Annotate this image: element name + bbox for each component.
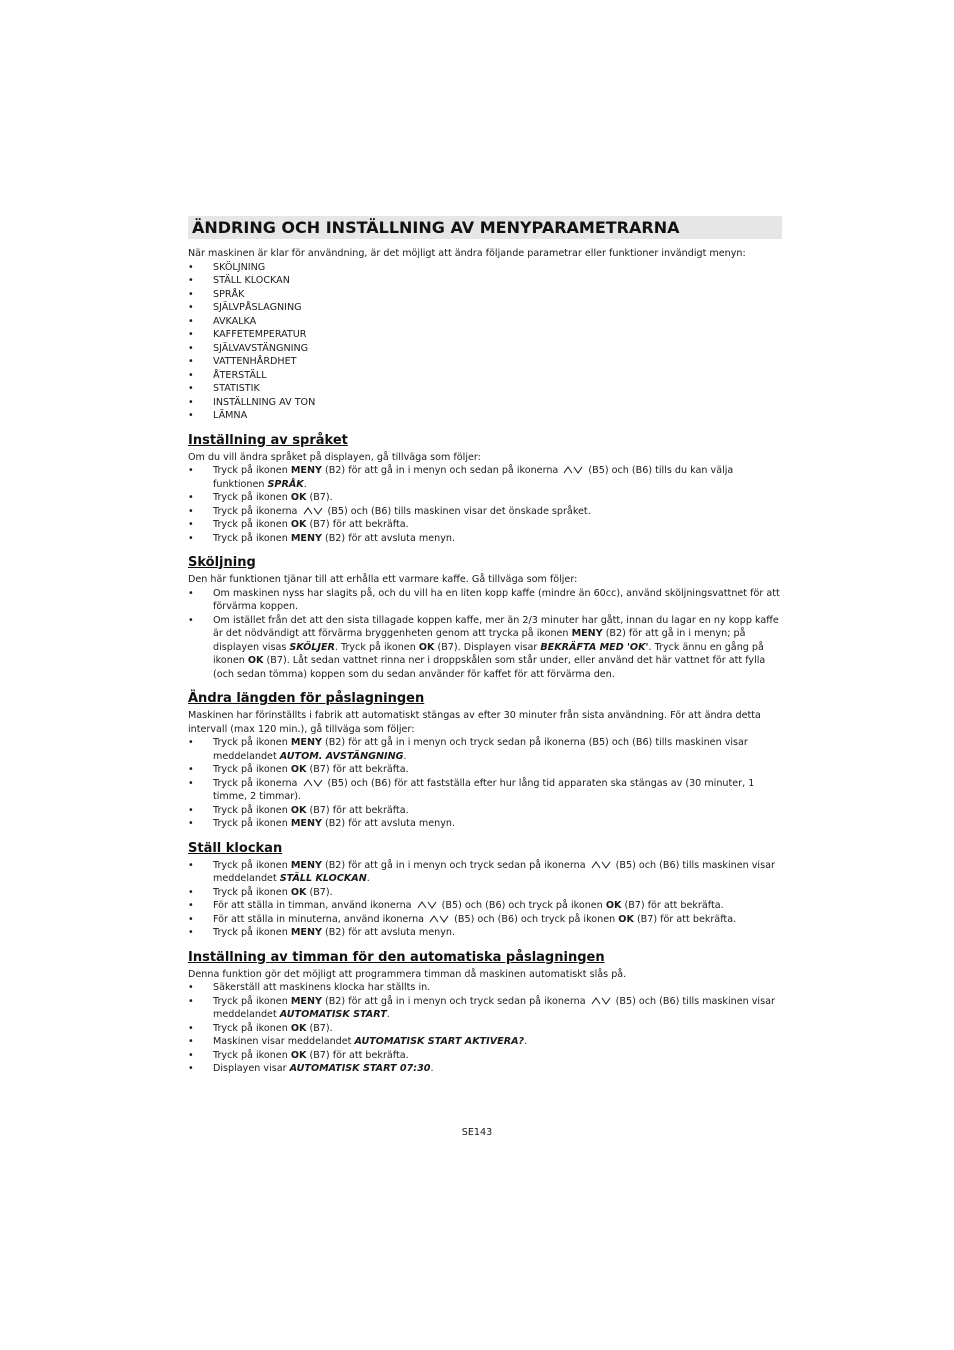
instruction-step bbox=[188, 777, 782, 804]
section-heading: Inställning av språket bbox=[188, 432, 348, 448]
step-text: Tryck på ikonen bbox=[213, 465, 291, 476]
instruction-step bbox=[188, 886, 782, 900]
emphasis-text: STÄLL KLOCKAN bbox=[279, 873, 367, 884]
instruction-step bbox=[188, 587, 782, 614]
step-text: (B2) för att avsluta menyn. bbox=[321, 818, 456, 829]
emphasis-text: MENY bbox=[290, 532, 322, 544]
up-down-arrows-icon bbox=[429, 915, 449, 923]
section-intro: Denna funktion gör det möjligt att programmera timman då maskinen automatiskt slås på. bbox=[188, 968, 627, 980]
section-intro: Maskinen har förinställts i fabrik att automatiskt stängas av efter 30 minuter från sista användning. För att ändra detta intervall (max 120 min.), gå tillväga som följer: bbox=[188, 710, 761, 735]
emphasis-text: OK bbox=[618, 913, 634, 925]
instruction-step bbox=[188, 464, 782, 491]
step-text: (B2) för att gå in i menyn; på displayen visas bbox=[213, 628, 746, 653]
step-text: . Tryck ännu en gång på ikonen bbox=[213, 641, 764, 666]
step-text: (B7). bbox=[306, 492, 333, 503]
step-text: (B5) och (B6) tills du kan välja funktionen bbox=[213, 465, 734, 490]
emphasis-text: OK bbox=[247, 655, 264, 666]
step-text: . bbox=[386, 1009, 390, 1020]
instruction-step bbox=[188, 532, 782, 546]
section-intro: Om du vill ändra språket på displayen, gå tillväga som följer: bbox=[188, 451, 481, 463]
step-text: Tryck på ikonen bbox=[213, 859, 291, 871]
emphasis-text: MENY bbox=[290, 737, 322, 748]
emphasis-text: BEKRÄFTA MED 'OK' bbox=[540, 641, 649, 653]
instruction-step bbox=[188, 1049, 782, 1063]
step-text: Tryck på ikonen bbox=[213, 886, 291, 898]
emphasis-text: MENY bbox=[290, 465, 322, 476]
step-text: (B2) för att avsluta menyn. bbox=[321, 532, 456, 544]
step-text: (B5) och (B6) tills maskinen visar meddelandet bbox=[213, 995, 775, 1020]
step-text: (B7) för att bekräfta. bbox=[621, 900, 724, 911]
up-down-arrows-icon bbox=[417, 901, 437, 909]
step-text: . bbox=[303, 478, 307, 490]
menu-parameter-item: • VATTENHÅRDHET bbox=[188, 355, 782, 369]
menu-parameter-item: • ÅTERSTÄLL bbox=[188, 369, 782, 383]
instruction-step bbox=[188, 1035, 782, 1049]
step-text: . bbox=[403, 750, 407, 762]
menu-parameter-item: • AVKALKA bbox=[188, 315, 782, 329]
emphasis-text: AUTOM. AVSTÄNGNING bbox=[279, 750, 404, 762]
step-text: För att ställa in timman, använd ikonerna bbox=[213, 900, 415, 911]
emphasis-text: OK bbox=[418, 641, 435, 653]
step-text: Tryck på ikonen bbox=[213, 818, 291, 829]
step-text: Tryck på ikonen bbox=[213, 764, 291, 775]
emphasis-text: OK bbox=[290, 886, 307, 898]
section-heading: Inställning av timman för den automatiska påslagningen bbox=[188, 949, 605, 965]
section-heading: Sköljning bbox=[188, 555, 256, 570]
step-text: (B2) för att avsluta menyn. bbox=[321, 927, 456, 938]
emphasis-text: AUTOMATISK START AKTIVERA? bbox=[354, 1036, 525, 1047]
emphasis-text: OK bbox=[290, 519, 307, 530]
step-text: (B5) och (B6) och tryck på ikonen bbox=[438, 900, 606, 911]
section-intro: Den här funktionen tjänar till att erhålla ett varmare kaffe. Gå tillväga som följer: bbox=[188, 574, 578, 585]
intro-text: När maskinen är klar för användning, är det möjligt att ändra följande parametrar eller funktioner invändigt menyn: bbox=[188, 248, 746, 259]
instruction-list bbox=[188, 736, 782, 831]
step-text: (B7) för att bekräfta. bbox=[306, 804, 409, 816]
step-text: . bbox=[430, 1063, 434, 1074]
menu-parameter-item: • SJÄLVPÅSLAGNING bbox=[188, 301, 782, 315]
step-text: (B7) för att bekräfta. bbox=[306, 519, 409, 530]
sections bbox=[188, 432, 782, 1076]
instruction-step bbox=[188, 804, 782, 818]
instruction-step bbox=[188, 926, 782, 940]
instruction-step bbox=[188, 995, 782, 1022]
step-text: Tryck på ikonen bbox=[213, 804, 291, 816]
emphasis-text: OK bbox=[290, 764, 307, 775]
step-text: För att ställa in minuterna, använd ikonerna bbox=[213, 913, 428, 925]
instruction-step bbox=[188, 763, 782, 777]
step-text: Tryck på ikonerna bbox=[213, 777, 301, 789]
step-text: Tryck på ikonerna bbox=[213, 505, 301, 517]
step-text: Tryck på ikonen bbox=[213, 737, 291, 748]
step-text: Säkerställ att maskinens klocka har ställts in. bbox=[213, 982, 431, 993]
step-text: (B7). Displayen visar bbox=[434, 641, 541, 653]
step-text: (B2) för att gå in i menyn och tryck sedan på ikonerna bbox=[321, 859, 589, 871]
menu-parameter-item: • KAFFETEMPERATUR bbox=[188, 328, 782, 342]
emphasis-text: OK bbox=[290, 1022, 307, 1034]
step-text: Tryck på ikonen bbox=[213, 1049, 291, 1061]
menu-parameter-item: • SPRÅK bbox=[188, 288, 782, 302]
step-text: Displayen visar bbox=[213, 1063, 290, 1074]
step-text: Tryck på ikonen bbox=[213, 492, 291, 503]
step-text: (B7). bbox=[306, 1022, 333, 1034]
step-text: (B7). Låt sedan vattnet rinna ner i droppskålen som står under, eller använd det här vattnet för att fylla (och sedan tömma) koppen som du sedan använder för kaffet för att förvärma den. bbox=[213, 655, 766, 680]
step-text: Tryck på ikonen bbox=[213, 532, 291, 544]
instruction-step bbox=[188, 1022, 782, 1036]
section-heading: Ställ klockan bbox=[188, 840, 283, 856]
instruction-step bbox=[188, 736, 782, 763]
step-text: Maskinen visar meddelandet bbox=[213, 1036, 355, 1047]
menu-parameter-list bbox=[188, 261, 782, 423]
menu-parameter-item: • INSTÄLLNING AV TON bbox=[188, 396, 782, 410]
menu-parameter-item: • LÄMNA bbox=[188, 409, 782, 423]
step-text: (B5) och (B6) tills maskinen visar meddelandet bbox=[213, 859, 775, 884]
emphasis-text: OK bbox=[290, 1049, 307, 1061]
step-text: Om maskinen nyss har slagits på, och du vill ha en liten kopp kaffe (mindre än 60cc), använd sköljningsvattnet för att förvärma koppen. bbox=[213, 587, 780, 612]
instruction-step bbox=[188, 817, 782, 831]
step-text: . Tryck på ikonen bbox=[334, 641, 419, 653]
instruction-list bbox=[188, 587, 782, 682]
emphasis-text: MENY bbox=[290, 995, 322, 1007]
step-text: Tryck på ikonen bbox=[213, 1022, 291, 1034]
page-number: SE143 bbox=[461, 1127, 493, 1138]
emphasis-text: AUTOMATISK START 07:30 bbox=[289, 1063, 431, 1074]
step-text: (B5) och (B6) för att fastställa efter hur lång tid apparaten ska stängas av (30 minuter, 1 timme, 2 timmar). bbox=[213, 777, 755, 802]
step-text: (B7) för att bekräfta. bbox=[633, 913, 737, 925]
page-title: ÄNDRING OCH INSTÄLLNING AV MENYPARAMETRARNA bbox=[188, 216, 782, 239]
step-text: Tryck på ikonen bbox=[213, 927, 291, 938]
step-text: (B7). bbox=[306, 886, 333, 898]
instruction-list bbox=[188, 859, 782, 940]
menu-parameter-item: • STÄLL KLOCKAN bbox=[188, 274, 782, 288]
instruction-list bbox=[188, 464, 782, 545]
instruction-step bbox=[188, 518, 782, 532]
up-down-arrows-icon bbox=[563, 466, 583, 474]
step-text: (B2) för att gå in i menyn och sedan på ikonerna bbox=[321, 465, 562, 476]
emphasis-text: OK bbox=[605, 900, 622, 911]
menu-parameter-item: • SKÖLJNING bbox=[188, 261, 782, 275]
emphasis-text: MENY bbox=[571, 628, 603, 639]
instruction-list bbox=[188, 981, 782, 1076]
emphasis-text: SPRÅK bbox=[267, 478, 304, 490]
step-text: Tryck på ikonen bbox=[213, 995, 291, 1007]
section-heading: Ändra längden för påslagningen bbox=[188, 691, 425, 706]
instruction-step bbox=[188, 614, 782, 682]
step-text: (B2) för att gå in i menyn och tryck sedan på ikonerna (B5) och (B6) tills maskinen visar meddelandet bbox=[213, 737, 748, 762]
menu-parameter-item: • STATISTIK bbox=[188, 382, 782, 396]
step-text: (B7) för att bekräfta. bbox=[306, 1049, 409, 1061]
up-down-arrows-icon bbox=[303, 779, 323, 787]
instruction-step bbox=[188, 505, 782, 519]
step-text: (B5) och (B6) tills maskinen visar det önskade språket. bbox=[324, 505, 591, 517]
instruction-step bbox=[188, 859, 782, 886]
page-content bbox=[188, 216, 782, 1076]
emphasis-text: AUTOMATISK START bbox=[279, 1009, 387, 1020]
up-down-arrows-icon bbox=[303, 507, 323, 515]
menu-parameter-item: • SJÄLVAVSTÄNGNING bbox=[188, 342, 782, 356]
step-text: . bbox=[366, 873, 370, 884]
instruction-step bbox=[188, 1062, 782, 1076]
up-down-arrows-icon bbox=[591, 861, 611, 869]
emphasis-text: MENY bbox=[290, 927, 322, 938]
step-text: (B2) för att gå in i menyn och tryck sedan på ikonerna bbox=[321, 995, 589, 1007]
emphasis-text: OK bbox=[290, 804, 307, 816]
step-text: Om istället från det att den sista tillagade koppen kaffe, mer än 2/3 minuter har gått, innan du lagar en ny kopp kaffe är det nödvändigt att förvärma bryggenheten genom att trycka på ikonen bbox=[213, 614, 779, 639]
instruction-step bbox=[188, 491, 782, 505]
instruction-step bbox=[188, 981, 782, 995]
emphasis-text: MENY bbox=[290, 859, 322, 871]
instruction-step bbox=[188, 899, 782, 913]
step-text: (B5) och (B6) och tryck på ikonen bbox=[451, 913, 619, 925]
instruction-step bbox=[188, 913, 782, 927]
up-down-arrows-icon bbox=[591, 997, 611, 1005]
step-text: (B7) för att bekräfta. bbox=[306, 764, 409, 775]
emphasis-text: SKÖLJER bbox=[289, 641, 335, 653]
step-text: Tryck på ikonen bbox=[213, 519, 291, 530]
step-text: . bbox=[524, 1036, 528, 1047]
emphasis-text: MENY bbox=[290, 818, 322, 829]
emphasis-text: OK bbox=[290, 492, 307, 503]
